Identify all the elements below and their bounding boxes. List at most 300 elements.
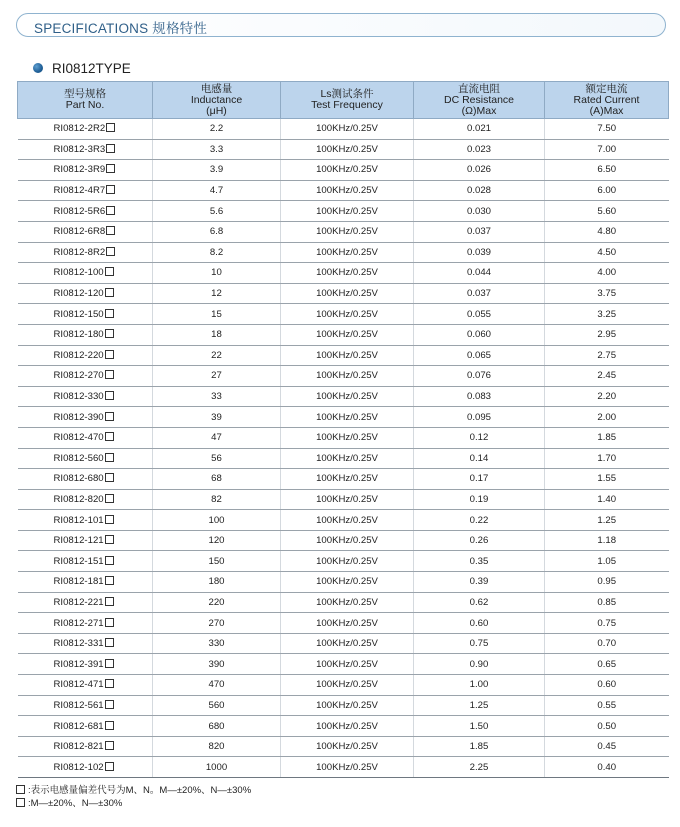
part-no-cell (18, 283, 153, 304)
rated-current-cell (545, 139, 669, 160)
tolerance-box-icon (105, 267, 114, 276)
cell-value: 1.85 (469, 741, 489, 753)
cell-value: 100KHz/0.25V (316, 349, 378, 361)
part-no-cell (18, 489, 153, 510)
cell-value: 560 (208, 699, 225, 711)
part-no-cell (18, 427, 153, 448)
cell-value: 100KHz/0.25V (316, 432, 378, 444)
dc-resistance-cell (414, 180, 545, 201)
table-row (18, 469, 669, 490)
cell-value: 100KHz/0.25V (316, 452, 378, 464)
table-row (18, 551, 669, 572)
test-frequency-cell (281, 324, 414, 345)
col-header-en: Part No. (65, 99, 105, 111)
cell-value: 150 (208, 555, 225, 567)
tolerance-box-icon (105, 453, 114, 462)
test-frequency-cell (281, 345, 414, 366)
tolerance-box-icon (105, 618, 114, 627)
cell-value: 39 (211, 411, 222, 423)
cell-value: 0.028 (466, 185, 491, 197)
table-row (18, 180, 669, 201)
cell-value: 10 (211, 267, 222, 279)
inductance-cell (153, 716, 281, 737)
footnote-text: :M—±20%、N—±30% (28, 797, 123, 809)
cell-value: 390 (208, 658, 225, 670)
dc-resistance-cell (414, 427, 545, 448)
cell-value: 4.50 (597, 246, 617, 258)
rated-current-cell (545, 736, 669, 757)
col-header-en: Test Frequency (311, 99, 383, 111)
cell-value: 0.065 (466, 349, 491, 361)
cell-value: 0.030 (466, 205, 491, 217)
table-row (18, 572, 669, 593)
tolerance-box-icon (105, 721, 114, 730)
cell-value: 180 (208, 576, 225, 588)
rated-current-cell (545, 119, 669, 140)
tolerance-box-icon (105, 741, 114, 750)
table-row (18, 489, 669, 510)
section-title: RI0812TYPE (52, 60, 131, 76)
inductance-cell (153, 695, 281, 716)
cell-value: RI0812-181 (53, 576, 104, 588)
part-no-cell (18, 469, 153, 490)
rated-current-cell (545, 201, 669, 222)
table-row (18, 139, 669, 160)
tolerance-box-icon (105, 762, 114, 771)
cell-value: 220 (208, 596, 225, 608)
cell-value: 7.50 (597, 123, 617, 135)
rated-current-cell (545, 633, 669, 654)
inductance-cell (153, 119, 281, 140)
cell-value: 8.2 (209, 246, 224, 258)
cell-value: 27 (211, 370, 222, 382)
inductance-cell (153, 242, 281, 263)
inductance-cell (153, 757, 281, 778)
dc-resistance-cell (414, 469, 545, 490)
dc-resistance-cell (414, 530, 545, 551)
rated-current-cell (545, 221, 669, 242)
rated-current-cell (545, 263, 669, 284)
cell-value: 1.55 (597, 473, 617, 485)
test-frequency-cell (281, 530, 414, 551)
tolerance-box-icon (105, 391, 114, 400)
inductance-cell (153, 530, 281, 551)
part-no-cell (18, 221, 153, 242)
inductance-cell (153, 613, 281, 634)
page-title: SPECIFICATIONS 规格特性 (34, 21, 208, 36)
part-no-cell (18, 201, 153, 222)
cell-value: 0.40 (597, 761, 617, 773)
cell-value: 100KHz/0.25V (316, 143, 378, 155)
test-frequency-cell (281, 221, 414, 242)
table-row (18, 160, 669, 181)
cell-value: RI0812-561 (53, 699, 104, 711)
part-no-cell (18, 736, 153, 757)
rated-current-cell (545, 510, 669, 531)
dc-resistance-cell (414, 304, 545, 325)
inductance-cell (153, 448, 281, 469)
table-row (18, 283, 669, 304)
inductance-cell (153, 283, 281, 304)
test-frequency-cell (281, 695, 414, 716)
table-row (18, 510, 669, 531)
cell-value: 100KHz/0.25V (316, 596, 378, 608)
dc-resistance-cell (414, 160, 545, 181)
cell-value: 3.3 (209, 143, 224, 155)
col-header-unit: (A)Max (589, 104, 624, 117)
cell-value: RI0812-821 (53, 741, 104, 753)
col-header-zh: 型号规格 (64, 88, 106, 100)
col-header-test-frequency (281, 82, 414, 119)
cell-value: 100KHz/0.25V (316, 761, 378, 773)
inductance-cell (153, 654, 281, 675)
cell-value: 0.65 (597, 658, 617, 670)
cell-value: 22 (211, 349, 222, 361)
dc-resistance-cell (414, 283, 545, 304)
test-frequency-cell (281, 180, 414, 201)
cell-value: 1.85 (597, 432, 617, 444)
cell-value: 82 (211, 493, 222, 505)
dc-resistance-cell (414, 489, 545, 510)
table-row (18, 633, 669, 654)
table-row (18, 530, 669, 551)
cell-value: 0.95 (597, 576, 617, 588)
table-row (18, 119, 669, 140)
cell-value: 100KHz/0.25V (316, 205, 378, 217)
footnotes (16, 785, 251, 810)
cell-value: 1.18 (597, 535, 617, 547)
cell-value: 1.25 (597, 514, 617, 526)
part-no-cell (18, 592, 153, 613)
tolerance-box-icon (105, 638, 114, 647)
cell-value: 100KHz/0.25V (316, 576, 378, 588)
part-no-cell (18, 119, 153, 140)
table-header-row (18, 82, 669, 119)
tolerance-box-icon (105, 432, 114, 441)
rated-current-cell (545, 448, 669, 469)
table-row (18, 263, 669, 284)
dc-resistance-cell (414, 407, 545, 428)
rated-current-cell (545, 180, 669, 201)
cell-value: 0.037 (466, 226, 491, 238)
tolerance-box-icon (105, 412, 114, 421)
cell-value: 0.45 (597, 741, 617, 753)
cell-value: RI0812-151 (53, 555, 104, 567)
col-header-zh: Ls测试条件 (320, 88, 374, 100)
test-frequency-cell (281, 613, 414, 634)
tolerance-box-icon (105, 370, 114, 379)
cell-value: RI0812-120 (53, 288, 104, 300)
cell-value: 0.22 (469, 514, 489, 526)
cell-value: 0.14 (469, 452, 489, 464)
cell-value: 100KHz/0.25V (316, 267, 378, 279)
col-header-en: DC Resistance (443, 93, 515, 106)
rated-current-cell (545, 366, 669, 387)
rated-current-cell (545, 324, 669, 345)
table-row (18, 324, 669, 345)
cell-value: RI0812-101 (53, 514, 104, 526)
dc-resistance-cell (414, 592, 545, 613)
part-no-cell (18, 633, 153, 654)
tolerance-box-icon (16, 798, 25, 807)
cell-value: 47 (211, 432, 222, 444)
cell-value: 100KHz/0.25V (316, 123, 378, 135)
test-frequency-cell (281, 242, 414, 263)
col-header-zh: 额定电流 (585, 82, 628, 95)
part-no-cell (18, 263, 153, 284)
cell-value: 1.25 (469, 699, 489, 711)
table-row (18, 736, 669, 757)
cell-value: RI0812-331 (53, 638, 104, 650)
spec-table (17, 81, 669, 778)
cell-value: 100KHz/0.25V (316, 555, 378, 567)
cell-value: 100KHz/0.25V (316, 411, 378, 423)
cell-value: RI0812-102 (53, 761, 104, 773)
cell-value: 0.021 (466, 123, 491, 135)
tolerance-box-icon (105, 700, 114, 709)
table-row (18, 386, 669, 407)
cell-value: 1000 (205, 761, 228, 773)
part-no-cell (18, 510, 153, 531)
cell-value: 270 (208, 617, 225, 629)
cell-value: 0.095 (466, 411, 491, 423)
table-row (18, 695, 669, 716)
cell-value: 100KHz/0.25V (316, 535, 378, 547)
cell-value: 100KHz/0.25V (316, 679, 378, 691)
dc-resistance-cell (414, 448, 545, 469)
test-frequency-cell (281, 407, 414, 428)
test-frequency-cell (281, 160, 414, 181)
cell-value: 7.00 (597, 143, 617, 155)
cell-value: RI0812-820 (53, 493, 104, 505)
inductance-cell (153, 180, 281, 201)
cell-value: 100KHz/0.25V (316, 164, 378, 176)
cell-value: RI0812-560 (53, 452, 104, 464)
test-frequency-cell (281, 448, 414, 469)
cell-value: 100KHz/0.25V (316, 638, 378, 650)
cell-value: 0.060 (466, 329, 491, 341)
rated-current-cell (545, 489, 669, 510)
cell-value: 100KHz/0.25V (316, 699, 378, 711)
cell-value: 0.75 (597, 617, 617, 629)
cell-value: 100KHz/0.25V (316, 617, 378, 629)
cell-value: 0.026 (466, 164, 491, 176)
cell-value: 100 (208, 514, 225, 526)
test-frequency-cell (281, 139, 414, 160)
cell-value: 0.35 (469, 555, 489, 567)
part-no-cell (18, 757, 153, 778)
test-frequency-cell (281, 283, 414, 304)
inductance-cell (153, 366, 281, 387)
part-no-cell (18, 695, 153, 716)
cell-value: 0.50 (597, 720, 617, 732)
cell-value: RI0812-391 (53, 658, 104, 670)
dc-resistance-cell (414, 736, 545, 757)
rated-current-cell (545, 283, 669, 304)
inductance-cell (153, 489, 281, 510)
cell-value: 0.023 (466, 143, 491, 155)
cell-value: 100KHz/0.25V (316, 329, 378, 341)
inductance-cell (153, 263, 281, 284)
cell-value: 6.00 (597, 185, 617, 197)
cell-value: RI0812-6R8 (53, 226, 106, 238)
test-frequency-cell (281, 716, 414, 737)
col-header-unit: (Ω)Max (461, 104, 497, 117)
cell-value: 100KHz/0.25V (316, 288, 378, 300)
inductance-cell (153, 675, 281, 696)
col-header-rated-current (545, 82, 669, 119)
test-frequency-cell (281, 489, 414, 510)
dc-resistance-cell (414, 551, 545, 572)
tolerance-box-icon (106, 247, 115, 256)
cell-value: 5.60 (597, 205, 617, 217)
dc-resistance-cell (414, 324, 545, 345)
tolerance-box-icon (105, 288, 114, 297)
cell-value: RI0812-221 (53, 596, 104, 608)
part-no-cell (18, 613, 153, 634)
table-row (18, 304, 669, 325)
cell-value: RI0812-5R6 (53, 205, 106, 217)
cell-value: 2.75 (597, 349, 617, 361)
part-no-cell (18, 716, 153, 737)
table-row (18, 427, 669, 448)
cell-value: 4.00 (597, 267, 617, 279)
test-frequency-cell (281, 263, 414, 284)
cell-value: 100KHz/0.25V (316, 514, 378, 526)
col-header-dc-resistance (414, 82, 545, 119)
dc-resistance-cell (414, 119, 545, 140)
bullet-icon (33, 63, 43, 73)
tolerance-box-icon (16, 785, 25, 794)
inductance-cell (153, 633, 281, 654)
inductance-cell (153, 345, 281, 366)
inductance-cell (153, 469, 281, 490)
cell-value: 2.45 (597, 370, 617, 382)
cell-value: 330 (208, 638, 225, 650)
dc-resistance-cell (414, 716, 545, 737)
inductance-cell (153, 572, 281, 593)
tolerance-box-icon (105, 556, 114, 565)
part-no-cell (18, 551, 153, 572)
inductance-cell (153, 736, 281, 757)
table-row (18, 242, 669, 263)
cell-value: RI0812-681 (53, 720, 104, 732)
cell-value: RI0812-4R7 (53, 185, 106, 197)
cell-value: 100KHz/0.25V (316, 741, 378, 753)
test-frequency-cell (281, 469, 414, 490)
cell-value: 0.75 (469, 638, 489, 650)
dc-resistance-cell (414, 695, 545, 716)
tolerance-box-icon (106, 226, 115, 235)
tolerance-box-icon (105, 494, 114, 503)
test-frequency-cell (281, 304, 414, 325)
rated-current-cell (545, 242, 669, 263)
cell-value: 0.19 (469, 493, 489, 505)
test-frequency-cell (281, 119, 414, 140)
cell-value: 100KHz/0.25V (316, 226, 378, 238)
rated-current-cell (545, 716, 669, 737)
cell-value: 0.55 (597, 699, 617, 711)
cell-value: 2.25 (469, 761, 489, 773)
table-row (18, 201, 669, 222)
dc-resistance-cell (414, 613, 545, 634)
table-row (18, 654, 669, 675)
cell-value: 100KHz/0.25V (316, 370, 378, 382)
cell-value: 0.12 (469, 432, 489, 444)
rated-current-cell (545, 695, 669, 716)
dc-resistance-cell (414, 263, 545, 284)
inductance-cell (153, 510, 281, 531)
part-no-cell (18, 242, 153, 263)
col-header-en: Rated Current (573, 93, 640, 106)
part-no-cell (18, 530, 153, 551)
section-heading (33, 60, 131, 76)
inductance-cell (153, 407, 281, 428)
cell-value: 1.70 (597, 452, 617, 464)
col-header-inductance (153, 82, 281, 119)
cell-value: 0.60 (597, 679, 617, 691)
dc-resistance-cell (414, 345, 545, 366)
dc-resistance-cell (414, 675, 545, 696)
inductance-cell (153, 201, 281, 222)
tolerance-box-icon (106, 144, 115, 153)
cell-value: 120 (208, 535, 225, 547)
cell-value: 100KHz/0.25V (316, 391, 378, 403)
col-header-en: Inductance (190, 93, 243, 106)
cell-value: RI0812-471 (53, 679, 104, 691)
tolerance-box-icon (106, 206, 115, 215)
cell-value: 100KHz/0.25V (316, 493, 378, 505)
dc-resistance-cell (414, 221, 545, 242)
cell-value: 12 (211, 288, 222, 300)
cell-value: 3.25 (597, 308, 617, 320)
table-row (18, 345, 669, 366)
cell-value: RI0812-270 (53, 370, 104, 382)
cell-value: 0.70 (597, 638, 617, 650)
cell-value: 3.75 (597, 288, 617, 300)
rated-current-cell (545, 592, 669, 613)
cell-value: RI0812-3R9 (53, 164, 106, 176)
header-bar (16, 13, 666, 37)
inductance-cell (153, 592, 281, 613)
table-row (18, 613, 669, 634)
cell-value: 2.95 (597, 329, 617, 341)
cell-value: 0.083 (466, 391, 491, 403)
part-no-cell (18, 180, 153, 201)
inductance-cell (153, 551, 281, 572)
part-no-cell (18, 448, 153, 469)
tolerance-box-icon (106, 164, 115, 173)
cell-value: 33 (211, 391, 222, 403)
dc-resistance-cell (414, 654, 545, 675)
cell-value: 100KHz/0.25V (316, 473, 378, 485)
dc-resistance-cell (414, 757, 545, 778)
part-no-cell (18, 139, 153, 160)
tolerance-box-icon (105, 576, 114, 585)
footnote-1 (16, 785, 251, 798)
dc-resistance-cell (414, 201, 545, 222)
cell-value: 100KHz/0.25V (316, 246, 378, 258)
cell-value: 100KHz/0.25V (316, 720, 378, 732)
rated-current-cell (545, 572, 669, 593)
cell-value: 0.85 (597, 596, 617, 608)
inductance-cell (153, 160, 281, 181)
test-frequency-cell (281, 386, 414, 407)
cell-value: 6.8 (209, 226, 224, 238)
dc-resistance-cell (414, 366, 545, 387)
cell-value: 0.037 (466, 288, 491, 300)
cell-value: 1.05 (597, 555, 617, 567)
